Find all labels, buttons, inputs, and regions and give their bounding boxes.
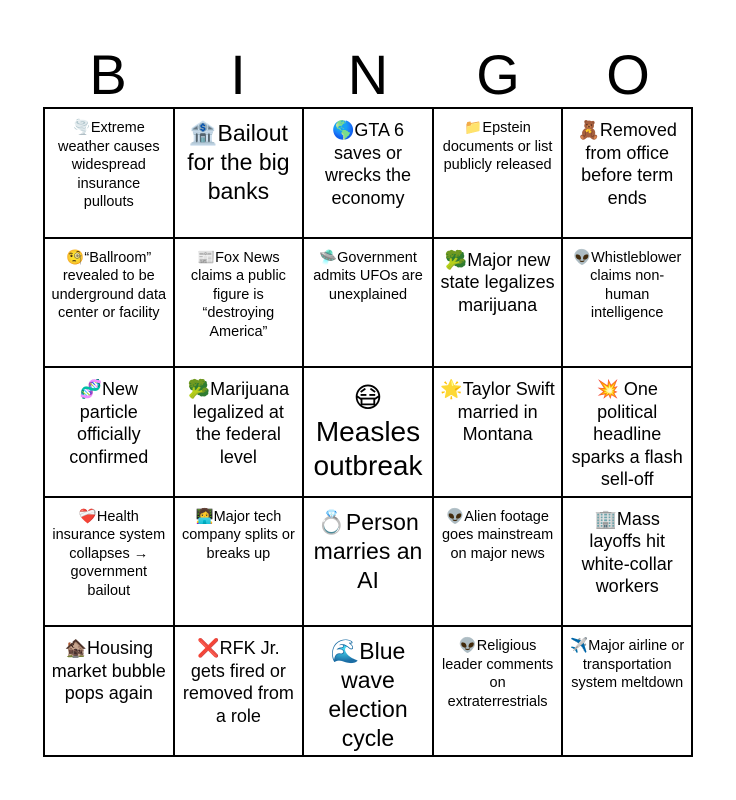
- bingo-cell[interactable]: [44, 108, 174, 238]
- header-letter-b: B: [89, 43, 127, 106]
- bingo-cell[interactable]: [174, 367, 304, 497]
- bingo-cell-text: 🏢Mass layoffs hit white-collar workers: [581, 508, 673, 597]
- bingo-cell[interactable]: [562, 238, 692, 368]
- header-letter-o: O: [606, 43, 650, 106]
- bingo-cell[interactable]: [562, 626, 692, 756]
- bingo-cell[interactable]: [44, 626, 174, 756]
- bingo-cell-text: ❌RFK Jr. gets fired or removed from a role: [182, 638, 294, 726]
- bingo-cell-text: 🌪️Extreme weather causes widespread insurance pullouts: [58, 120, 160, 210]
- bingo-cell[interactable]: [303, 497, 433, 627]
- bingo-cell-text: 😷Measles outbreak: [313, 381, 423, 481]
- bingo-cell[interactable]: [562, 497, 692, 627]
- bingo-cell[interactable]: [303, 108, 433, 238]
- bingo-cell[interactable]: [44, 497, 174, 627]
- bingo-cell[interactable]: [303, 626, 433, 756]
- bingo-cell[interactable]: [174, 108, 304, 238]
- bingo-cell-text: 🏚️Housing market bubble pops again: [51, 638, 166, 704]
- bingo-cell-text: 💥 One political headline sparks a flash sell-off: [571, 379, 683, 490]
- bingo-cell[interactable]: [433, 108, 563, 238]
- bingo-cell-text: 🥦Major new state legalizes marijuana: [440, 249, 555, 315]
- bingo-cell-text: ✈️Major airline or transportation system meltdown: [570, 638, 685, 692]
- bingo-header: [43, 40, 693, 110]
- bingo-cell-text: 💍Person marries an AI: [313, 508, 423, 593]
- bingo-cell-text: 🧐“Ballroom” revealed to be underground data center or facility: [51, 249, 167, 322]
- bingo-cell-text: ❤️‍🩹Health insurance system collapses → government bailout: [52, 508, 166, 599]
- bingo-cell-text: 📰Fox News claims a public figure is “destroying America”: [190, 249, 286, 340]
- bingo-cell[interactable]: [562, 367, 692, 497]
- bingo-cell[interactable]: [174, 626, 304, 756]
- bingo-cell-text: 🌊Blue wave election cycle: [328, 638, 408, 752]
- bingo-cell[interactable]: [174, 238, 304, 368]
- bingo-cell[interactable]: [433, 367, 563, 497]
- bingo-cell-text: 🛸Government admits UFOs are unexplained: [313, 249, 423, 303]
- bingo-cell-text: 🧬New particle officially confirmed: [69, 379, 149, 467]
- bingo-cell[interactable]: [44, 238, 174, 368]
- bingo-cell-text: 📁Epstein documents or list publicly released: [442, 120, 553, 173]
- bingo-cell-text: 👽Religious leader comments on extraterrestrials: [441, 638, 554, 710]
- bingo-cell-text: 🏦Bailout for the big banks: [187, 120, 290, 204]
- bingo-cell-text: 🌟Taylor Swift married in Montana: [440, 379, 555, 445]
- bingo-cell[interactable]: [433, 497, 563, 627]
- bingo-cell[interactable]: [562, 108, 692, 238]
- bingo-cell[interactable]: [303, 367, 433, 497]
- header-letter-n: N: [347, 43, 389, 106]
- bingo-cell[interactable]: [433, 238, 563, 368]
- bingo-cell-text: 👽Alien footage goes mainstream on major news: [441, 508, 554, 562]
- bingo-cell-text: 🥦Marijuana legalized at the federal level: [187, 379, 290, 467]
- bingo-cell[interactable]: [44, 367, 174, 497]
- bingo-cell-text: 👽Whistleblower claims non-human intelligence: [573, 249, 682, 322]
- bingo-cell-text: 👩‍💻Major tech company splits or breaks up: [181, 508, 295, 562]
- bingo-cell[interactable]: [433, 626, 563, 756]
- bingo-cell-text: 🌎GTA 6 saves or wrecks the economy: [324, 120, 411, 208]
- header-letter-g: G: [476, 43, 520, 106]
- bingo-cell-text: 🧸Removed from office before term ends: [577, 120, 677, 208]
- bingo-grid: [43, 107, 693, 757]
- bingo-cell[interactable]: [303, 238, 433, 368]
- header-letter-i: I: [230, 43, 246, 106]
- bingo-cell[interactable]: [174, 497, 304, 627]
